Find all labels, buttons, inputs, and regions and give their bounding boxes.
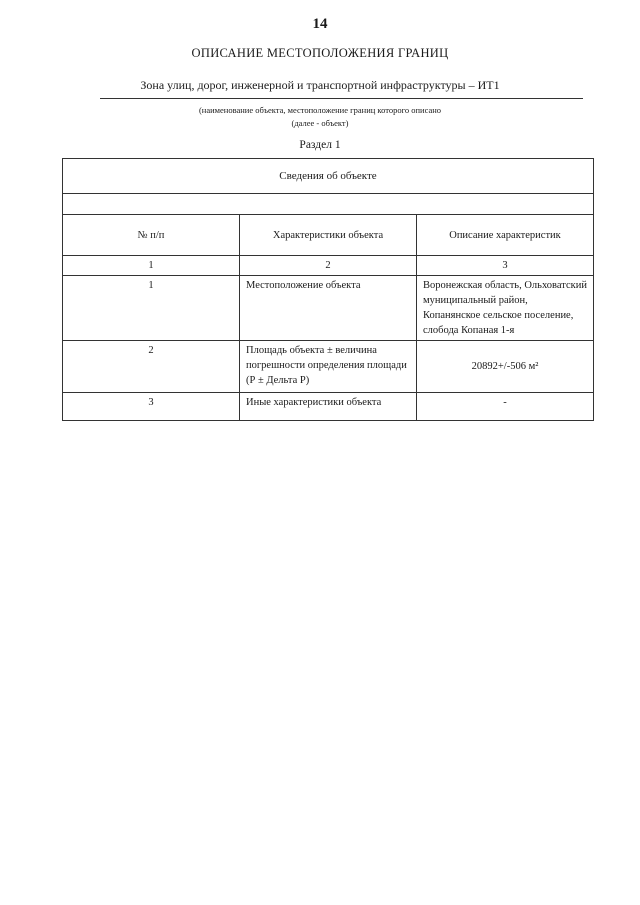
row-description: 20892+/-506 м² bbox=[417, 341, 594, 393]
table-row bbox=[63, 276, 594, 341]
col-header-characteristic: Характеристики объекта bbox=[240, 215, 417, 256]
row-num: 3 bbox=[63, 393, 240, 421]
object-caption bbox=[0, 104, 640, 130]
object-name: Зона улиц, дорог, инженерной и транспортной инфраструктуры – ИТ1 bbox=[140, 78, 500, 92]
row-characteristic: Иные характеристики объекта bbox=[240, 393, 417, 421]
row-characteristic: Местоположение объекта bbox=[240, 276, 417, 341]
table-row bbox=[63, 341, 594, 393]
table-title-row bbox=[63, 159, 594, 194]
col-number-3: 3 bbox=[417, 256, 594, 276]
column-number-row bbox=[63, 256, 594, 276]
row-description: - bbox=[417, 393, 594, 421]
table-row bbox=[63, 393, 594, 421]
col-number-2: 2 bbox=[240, 256, 417, 276]
section-label: Раздел 1 bbox=[299, 139, 341, 151]
column-header-row bbox=[63, 215, 594, 256]
row-num: 1 bbox=[63, 276, 240, 341]
row-num: 2 bbox=[63, 341, 240, 393]
table-title: Сведения об объекте bbox=[63, 159, 594, 194]
row-characteristic: Площадь объекта ± величина погрешности определения площади (Р ± Дельта Р) bbox=[240, 341, 417, 393]
table-spacer-cell bbox=[63, 194, 594, 215]
object-info-table bbox=[62, 158, 594, 421]
col-header-description: Описание характеристик bbox=[417, 215, 594, 256]
document-title: ОПИСАНИЕ МЕСТОПОЛОЖЕНИЯ ГРАНИЦ bbox=[191, 46, 449, 60]
page-number: 14 bbox=[312, 16, 328, 32]
underline-rule bbox=[100, 98, 583, 99]
caption-line-2: (далее - объект) bbox=[291, 118, 349, 128]
row-description: Воронежская область, Ольховатский муниципальный район, Копанянское сельское поселение, слобода Копаная 1-я bbox=[417, 276, 594, 341]
col-number-1: 1 bbox=[63, 256, 240, 276]
caption-line-1: (наименование объекта, местоположение границ которого описано bbox=[198, 105, 442, 115]
col-header-num: № п/п bbox=[63, 215, 240, 256]
table-spacer-row bbox=[63, 194, 594, 215]
